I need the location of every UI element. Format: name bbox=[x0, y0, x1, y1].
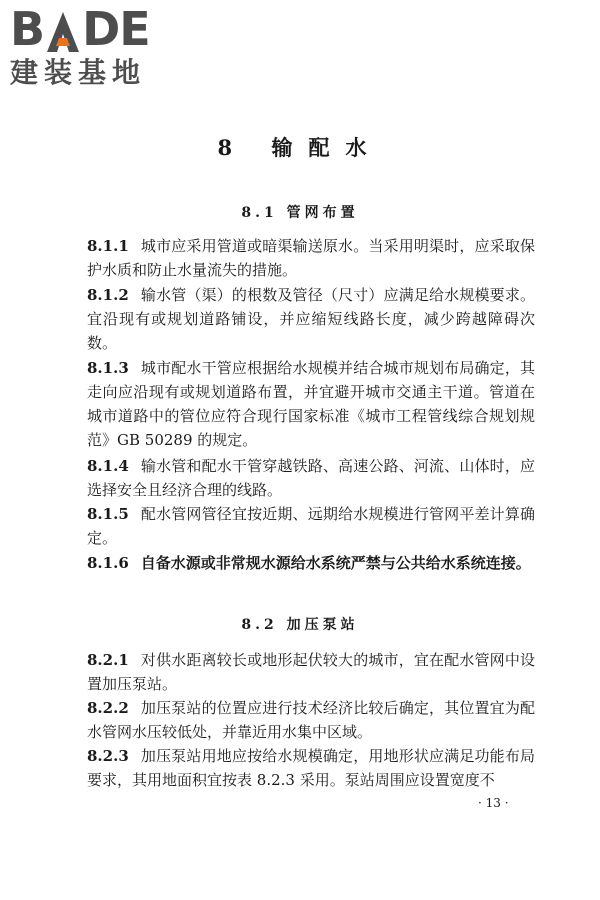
clause-text: 输水管和配水干管穿越铁路、高速公路、河流、山体时，应选择安全且经济合理的线路。 bbox=[87, 457, 535, 499]
clause-text: 城市配水干管应根据给水规模并结合城市规划布局确定，其走向应沿现有或规划道路布置，并宜避开城市交通主干道。管道在城市道路中的管位应符合现行国家标准《城市工程管线综合规划规范》GB 50289 的规定。 bbox=[87, 359, 535, 449]
clause-number: 8.1.1 bbox=[87, 237, 129, 255]
clause bbox=[87, 696, 535, 744]
clause-text: 自备水源或非常规水源给水系统严禁与公共给水系统连接。 bbox=[140, 554, 531, 572]
logo-letters-de: DE bbox=[82, 2, 150, 56]
logo-subtitle: 建装基地 bbox=[10, 56, 147, 89]
clause-text: 城市应采用管道或暗渠输送原水。当采用明渠时，应采取保护水质和防止水量流失的措施。 bbox=[87, 237, 535, 279]
clause-number: 8.1.4 bbox=[87, 457, 129, 475]
clause bbox=[87, 551, 535, 575]
clause bbox=[87, 502, 535, 550]
chapter-title: 8 输配水 bbox=[217, 135, 383, 160]
page-number: · 13 · bbox=[478, 796, 509, 810]
clause-text: 加压泵站用地应按给水规模确定，用地形状应满足功能布局要求，其用地面积宜按表 8.2.3 采用。泵站周围应设置宽度不 bbox=[87, 747, 535, 789]
clause-number: 8.1.6 bbox=[87, 554, 129, 572]
clause-number: 8.1.3 bbox=[87, 359, 129, 377]
clause-text: 加压泵站的位置应进行技术经济比较后确定，其位置宜为配水管网水压较低处，并靠近用水集中区域。 bbox=[87, 699, 535, 741]
clause-number: 8.2.3 bbox=[87, 747, 129, 765]
clause-text: 配水管网管径宜按近期、远期给水规模进行管网平差计算确定。 bbox=[87, 505, 535, 547]
clause-number: 8.2.1 bbox=[87, 651, 129, 669]
clause-number: 8.1.2 bbox=[87, 286, 129, 304]
clause-number: 8.2.2 bbox=[87, 699, 129, 717]
logo-wordmark bbox=[10, 2, 175, 56]
clause-number: 8.1.5 bbox=[87, 505, 129, 523]
logo-letter-b: B bbox=[10, 2, 45, 56]
section-title: 8.1 管网布置 bbox=[241, 205, 359, 221]
clause-text: 输水管（渠）的根数及管径（尺寸）应满足给水规模要求。宜沿现有或规划道路铺设，并应缩短线路长度，减少跨越障碍次数。 bbox=[87, 286, 535, 352]
logo-a-mark bbox=[45, 10, 81, 52]
clause bbox=[87, 648, 535, 696]
clause bbox=[87, 234, 535, 282]
clause bbox=[87, 454, 535, 502]
clause-text: 对供水距离较长或地形起伏较大的城市，宜在配水管网中设置加压泵站。 bbox=[87, 651, 535, 693]
section-title: 8.2 加压泵站 bbox=[241, 617, 359, 633]
clause bbox=[87, 744, 535, 792]
clause bbox=[87, 356, 535, 452]
clause bbox=[87, 283, 535, 355]
bade-logo bbox=[10, 2, 175, 92]
